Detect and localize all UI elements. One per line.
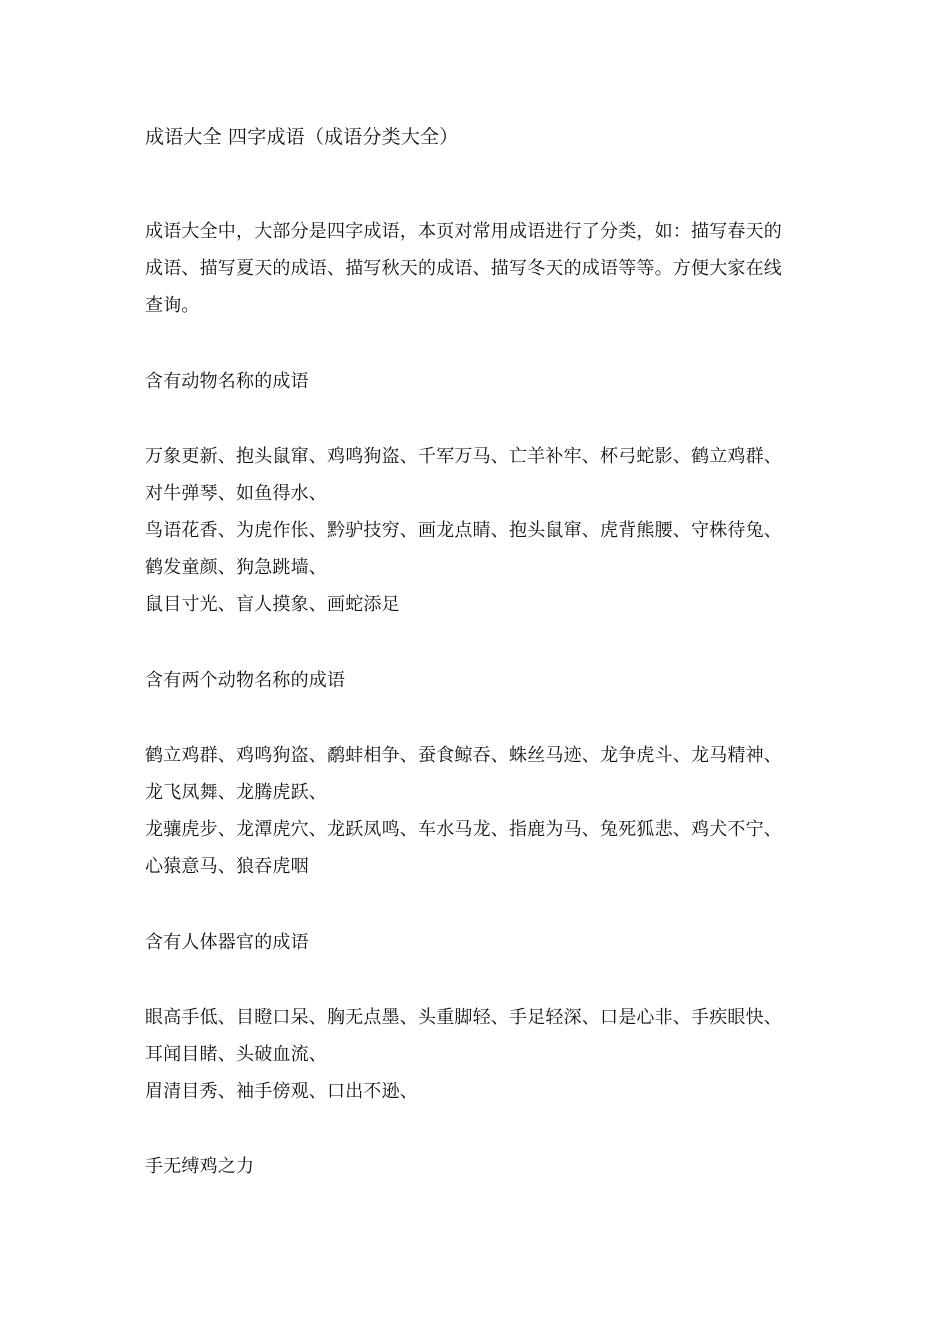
section-body-organs-line-2: 耳闻目睹、头破血流、	[145, 1044, 327, 1065]
section-body-organs-line-3: 眉清目秀、袖手傍观、口出不逊、	[145, 1081, 418, 1102]
section-animals-line-3: 鸟语花香、为虎作伥、黔驴技穷、画龙点睛、抱头鼠窜、虎背熊腰、守株待兔、	[145, 520, 782, 541]
section-two-animals-line-3: 龙骧虎步、龙潭虎穴、龙跃凤鸣、车水马龙、指鹿为马、兔死狐悲、鸡犬不宁、	[145, 819, 782, 840]
section-two-animals-line-2: 龙飞凤舞、龙腾虎跃、	[145, 782, 327, 803]
document-title: 成语大全 四字成语（成语分类大全）	[145, 126, 459, 148]
section-two-animals-line-1: 鹤立鸡群、鸡鸣狗盗、鹬蚌相争、蚕食鲸吞、蛛丝马迹、龙争虎斗、龙马精神、	[145, 745, 782, 766]
section-body-organs-line-1: 眼高手低、目瞪口呆、胸无点墨、头重脚轻、手足轻深、口是心非、手疾眼快、	[145, 1007, 782, 1028]
section-heading-last: 手无缚鸡之力	[145, 1156, 255, 1177]
section-animals-line-1: 万象更新、抱头鼠窜、鸡鸣狗盗、千军万马、亡羊补牢、杯弓蛇影、鹤立鸡群、	[145, 446, 782, 467]
intro-line-1: 成语大全中，大部分是四字成语，本页对常用成语进行了分类，如：描写春天的	[145, 221, 782, 242]
section-two-animals-line-4: 心猿意马、狼吞虎咽	[145, 856, 309, 877]
section-heading-body-organs: 含有人体器官的成语	[145, 932, 309, 953]
section-animals-line-5: 鼠目寸光、盲人摸象、画蛇添足	[145, 594, 400, 615]
section-heading-animals: 含有动物名称的成语	[145, 371, 309, 392]
intro-line-3: 查询。	[145, 295, 200, 316]
section-animals-line-2: 对牛弹琴、如鱼得水、	[145, 483, 327, 504]
section-heading-two-animals: 含有两个动物名称的成语	[145, 670, 346, 691]
section-animals-line-4: 鹤发童颜、狗急跳墙、	[145, 557, 327, 578]
intro-line-2: 成语、描写夏天的成语、描写秋天的成语、描写冬天的成语等等。方便大家在线	[145, 258, 782, 279]
